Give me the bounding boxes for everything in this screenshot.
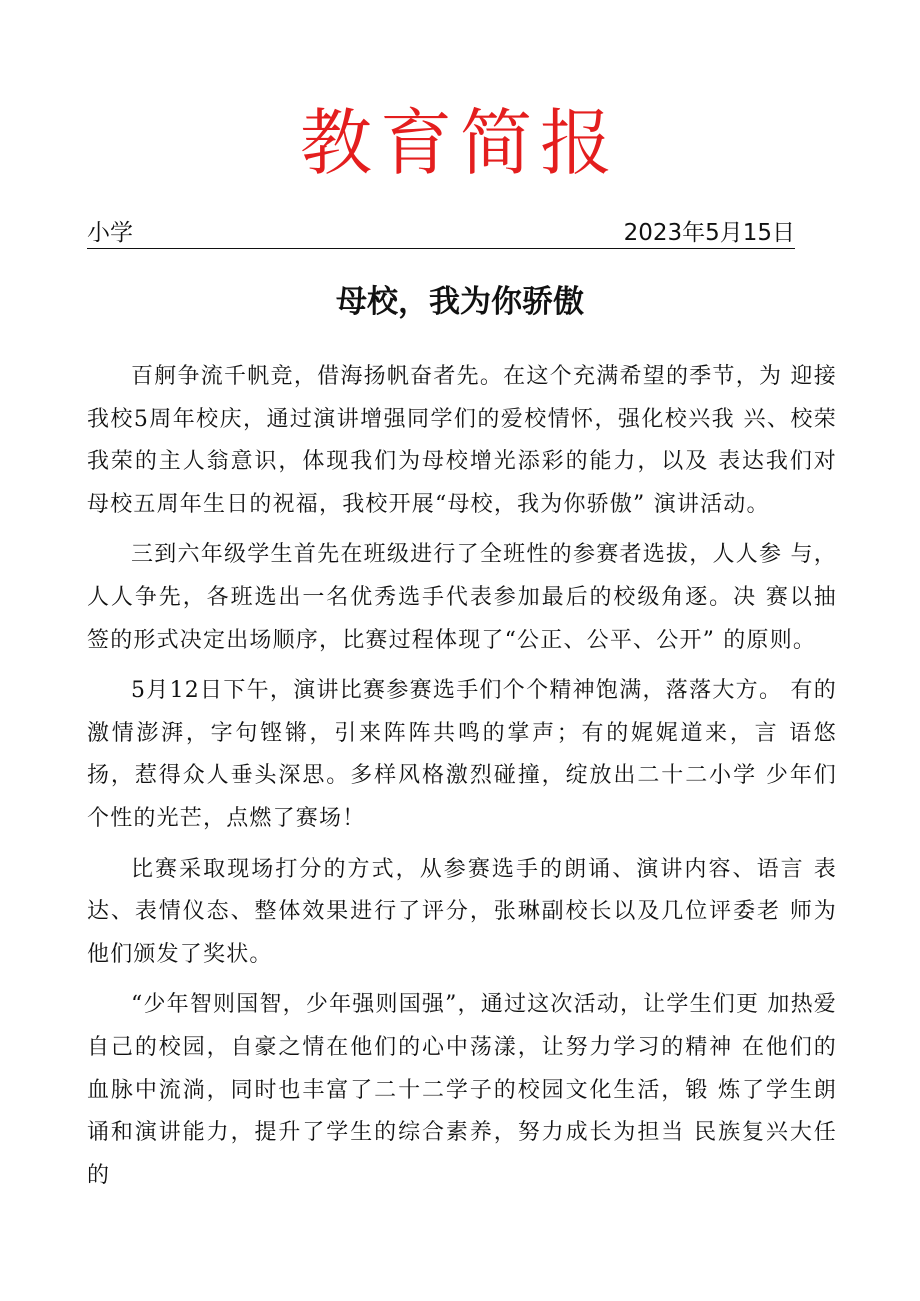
school-name: 小学 (87, 220, 133, 246)
newsletter-masthead: 教育简报 (299, 101, 620, 185)
paragraph: 百舸争流千帆竞，借海扬帆奋者先。在这个充满希望的季节，为 迎接我校5周年校庆，通过演讲增强同学们的爱校情怀，强化校兴我 兴、校荣我荣的主人翁意识，体现我们为母校增光添彩的能力，以及 表达我们对母校五周年生日的祝福，我校开展“母校，我为你骄傲” 演讲活动。 (87, 364, 837, 517)
paragraph: “少年智则国智，少年强则国强”，通过这次活动，让学生们更 加热爱自己的校园，自豪之情在他们的心中荡漾，让努力学习的精神 在他们的血脉中流淌，同时也丰富了二十二学子的校园文化生活，锻 炼了学生朗诵和演讲能力，提升了学生的综合素养，努力成长为担当 民族复兴大任的 (87, 992, 837, 1188)
article-body (87, 356, 837, 1205)
paragraph: 5月12日下午，演讲比赛参赛选手们个个精神饱满，落落大方。 有的激情澎湃，字句铿锵，引来阵阵共鸣的掌声；有的娓娓道来，言 语悠扬，惹得众人垂头深思。多样风格激烈碰撞，绽放出二十二小学 少年们个性的光芒，点燃了赛场！ (87, 678, 837, 831)
paragraph: 比赛采取现场打分的方式，从参赛选手的朗诵、演讲内容、语言 表达、表情仪态、整体效果进行了评分，张琳副校长以及几位评委老 师为他们颁发了奖状。 (87, 856, 837, 967)
article-title: 母校，我为你骄傲 (336, 284, 584, 320)
issue-date: 2023年5月15日 (623, 220, 795, 246)
paragraph: 三到六年级学生首先在班级进行了全班性的参赛者选拔，人人参 与，人人争先，各班选出一名优秀选手代表参加最后的校级角逐。决 赛以抽签的形式决定出场顺序，比赛过程体现了“公正、公平、公开” 的原则。 (87, 542, 837, 653)
header-info-row (87, 218, 795, 249)
